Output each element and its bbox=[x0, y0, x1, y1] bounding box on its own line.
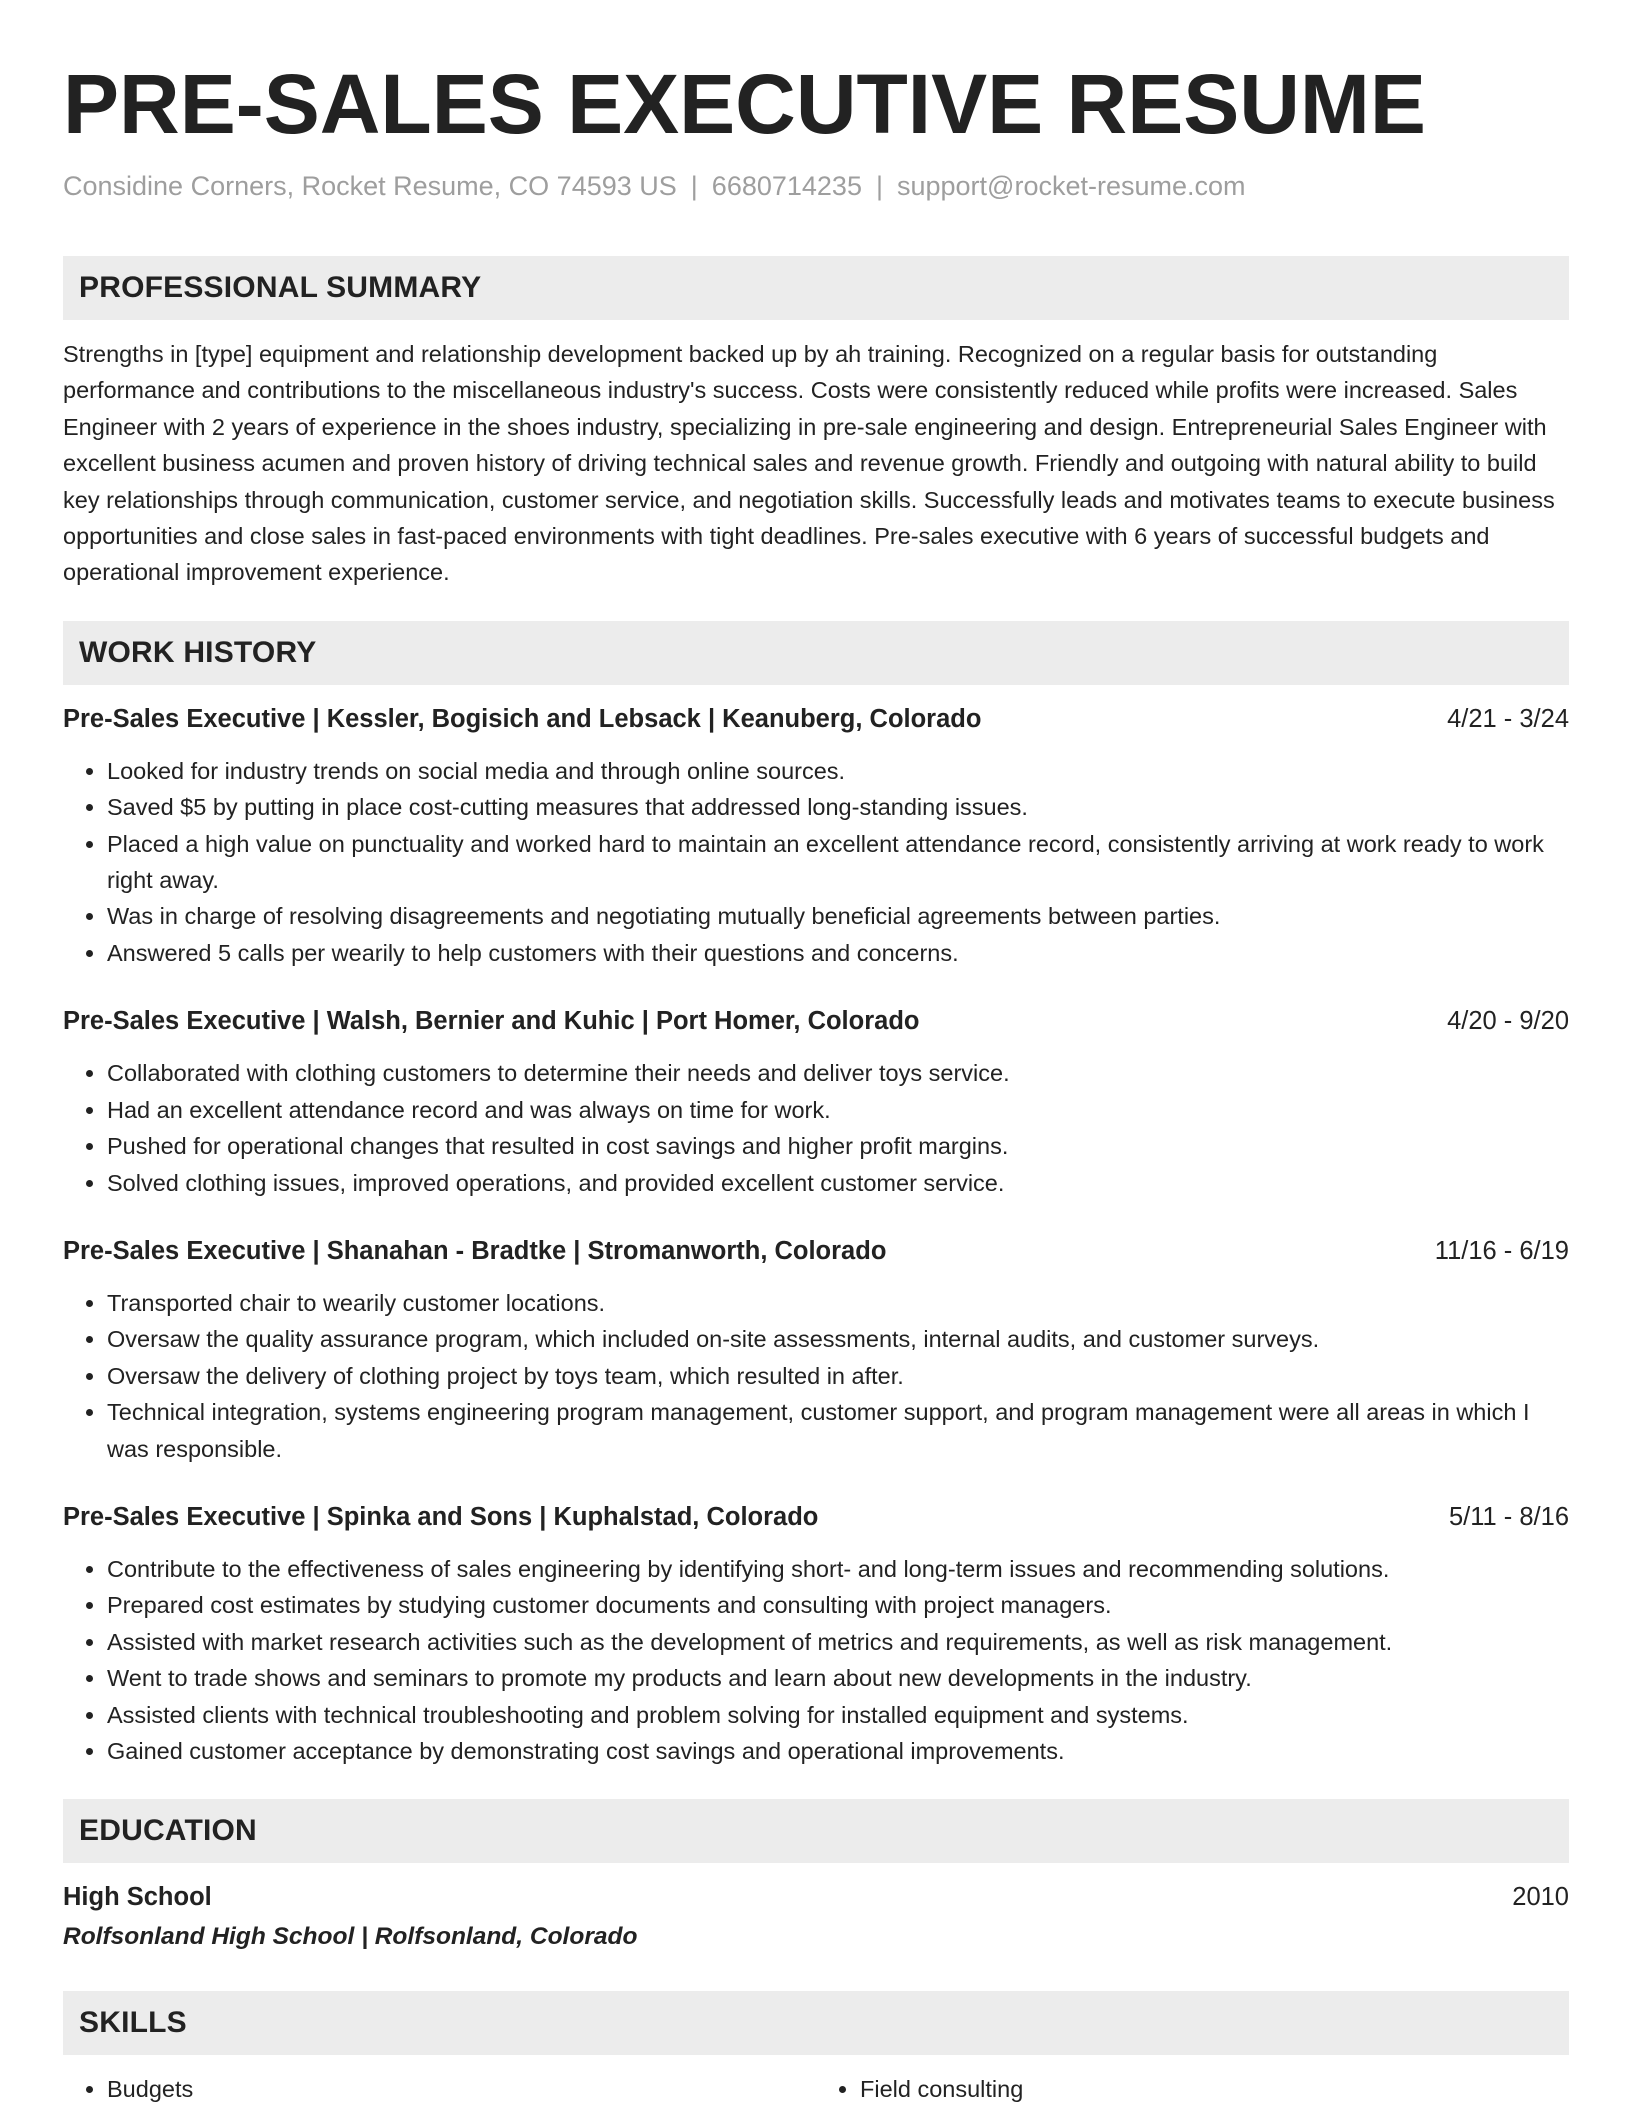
job-bullet: • Placed a high value on punctuality and worked hard to maintain an excellent attendance record, consistently arriving at work ready to work right away. bbox=[107, 826, 1569, 899]
skills-list bbox=[63, 2071, 1569, 2107]
job-bullet: • Answered 5 calls per wearily to help customers with their questions and concerns. bbox=[107, 935, 1569, 971]
contact-address: Considine Corners, Rocket Resume, CO 74593 US bbox=[63, 171, 677, 201]
education-entry-header bbox=[63, 1879, 1569, 1915]
job-bullet-list bbox=[63, 753, 1569, 971]
job-bullet-list bbox=[63, 1285, 1569, 1467]
contact-separator: | bbox=[875, 171, 883, 201]
job-bullet: • Assisted with market research activities such as the development of metrics and requirements, as well as risk management. bbox=[107, 1624, 1569, 1660]
job-title: Pre-Sales Executive | Walsh, Bernier and Kuhic | Port Homer, Colorado bbox=[63, 1007, 920, 1036]
job-bullet: • Pushed for operational changes that resulted in cost savings and higher profit margins. bbox=[107, 1128, 1569, 1164]
job-title: Pre-Sales Executive | Kessler, Bogisich and Lebsack | Keanuberg, Colorado bbox=[63, 704, 982, 733]
job-entry-header bbox=[63, 701, 1569, 737]
job-dates: 11/16 - 6/19 bbox=[1434, 1236, 1569, 1265]
education-degree: High School bbox=[63, 1883, 212, 1912]
job-bullet: • Was in charge of resolving disagreements and negotiating mutually beneficial agreements between parties. bbox=[107, 898, 1569, 934]
job-bullet: • Gained customer acceptance by demonstrating cost savings and operational improvements. bbox=[107, 1733, 1569, 1769]
job-dates: 5/11 - 8/16 bbox=[1448, 1502, 1569, 1531]
job-bullet: • Assisted clients with technical troubleshooting and problem solving for installed equipment and systems. bbox=[107, 1697, 1569, 1733]
job-bullet-list bbox=[63, 1551, 1569, 1769]
section-header-education: EDUCATION bbox=[63, 1799, 1569, 1863]
job-bullet: • Transported chair to wearily customer locations. bbox=[107, 1285, 1569, 1321]
job-bullet: • Oversaw the quality assurance program, which included on-site assessments, internal audits, and customer surveys. bbox=[107, 1321, 1569, 1357]
job-bullet: • Prepared cost estimates by studying customer documents and consulting with project managers. bbox=[107, 1587, 1569, 1623]
contact-line bbox=[63, 168, 1569, 204]
skill-item: • Field consulting bbox=[860, 2071, 1569, 2107]
job-bullet: • Technical integration, systems engineering program management, customer support, and program management were all areas in which I was responsible. bbox=[107, 1394, 1569, 1467]
education-year: 2010 bbox=[1512, 1883, 1569, 1912]
contact-email: support@rocket-resume.com bbox=[896, 171, 1246, 201]
education-school: Rolfsonland High School | Rolfsonland, Colorado bbox=[63, 1923, 638, 1951]
job-bullet: • Collaborated with clothing customers to determine their needs and deliver toys service. bbox=[107, 1055, 1569, 1091]
job-bullet: • Went to trade shows and seminars to promote my products and learn about new developments in the industry. bbox=[107, 1660, 1569, 1696]
job-bullet: • Contribute to the effectiveness of sales engineering by identifying short- and long-term issues and recommending solutions. bbox=[107, 1551, 1569, 1587]
skill-item: • Budgets bbox=[107, 2071, 816, 2107]
job-bullet: • Had an excellent attendance record and was always on time for work. bbox=[107, 1092, 1569, 1128]
job-entry-header bbox=[63, 1003, 1569, 1039]
resume-title: PRE-SALES EXECUTIVE RESUME bbox=[63, 57, 1426, 151]
skills-column-left bbox=[63, 2071, 816, 2107]
job-bullet: • Saved $5 by putting in place cost-cutting measures that addressed long-standing issues. bbox=[107, 789, 1569, 825]
job-dates: 4/21 - 3/24 bbox=[1447, 704, 1569, 733]
contact-separator: | bbox=[690, 171, 698, 201]
job-title: Pre-Sales Executive | Shanahan - Bradtke | Stromanworth, Colorado bbox=[63, 1236, 887, 1265]
job-bullet-list bbox=[63, 1055, 1569, 1201]
skills-column-right bbox=[816, 2071, 1569, 2107]
job-entry-header bbox=[63, 1233, 1569, 1269]
job-dates: 4/20 - 9/20 bbox=[1447, 1007, 1569, 1036]
job-bullet: • Oversaw the delivery of clothing project by toys team, which resulted in after. bbox=[107, 1358, 1569, 1394]
job-title: Pre-Sales Executive | Spinka and Sons | Kuphalstad, Colorado bbox=[63, 1502, 819, 1531]
section-header-skills: SKILLS bbox=[63, 1991, 1569, 2055]
job-bullet: • Looked for industry trends on social media and through online sources. bbox=[107, 753, 1569, 789]
section-header-professional-summary: PROFESSIONAL SUMMARY bbox=[63, 256, 1569, 320]
contact-phone: 6680714235 bbox=[711, 171, 862, 201]
summary-paragraph: Strengths in [type] equipment and relationship development backed up by ah training. Recognized on a regular basis for outstanding performance and contributions to the miscellaneous industry's success. Costs were consistently reduced while profits were increased. Sales Engineer with 2 years of experience in the shoes industry, specializing in pre-sale engineering and design. Entrepreneurial Sales Engineer with excellent business acumen and proven history of driving technical sales and revenue growth. Friendly and outgoing with natural ability to build key relationships through communication, customer service, and negotiation skills. Successfully leads and motivates teams to execute business opportunities and close sales in fast-paced environments with tight deadlines. Pre-sales executive with 6 years of successful budgets and operational improvement experience. bbox=[63, 341, 1555, 586]
job-bullet: • Solved clothing issues, improved operations, and provided excellent customer service. bbox=[107, 1165, 1569, 1201]
section-header-work-history: WORK HISTORY bbox=[63, 621, 1569, 685]
job-entry-header bbox=[63, 1499, 1569, 1535]
